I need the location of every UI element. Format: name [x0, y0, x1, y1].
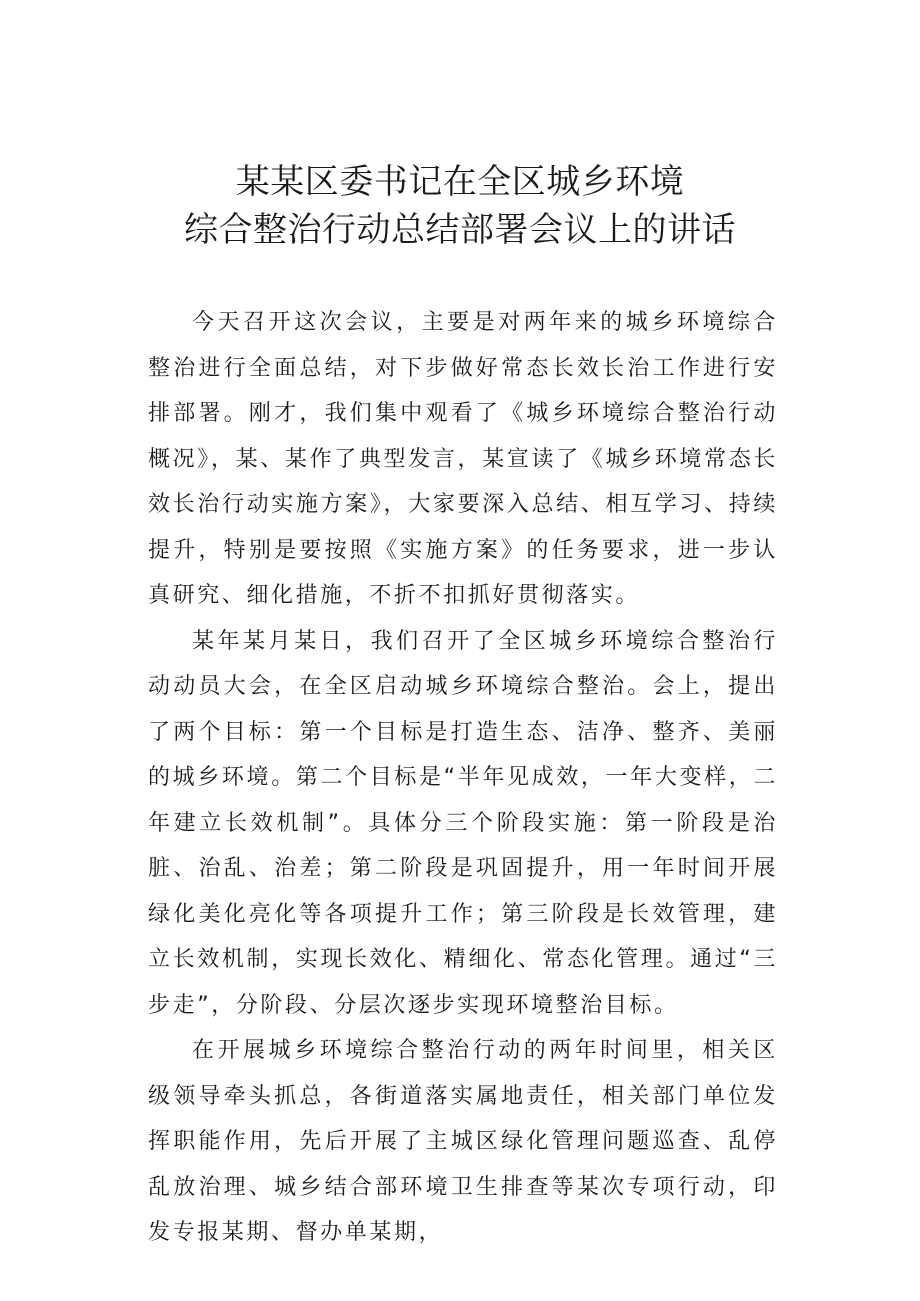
- document-title: [0, 158, 920, 254]
- paragraph-3: 在开展城乡环境综合整治行动的两年时间里，相关区级领导牵头抓总，各街道落实属地责任，相关部门单位发挥职能作用，先后开展了主城区绿化管理问题巡查、乱停乱放治理、城乡结合部环境卫生排查等某次专项行动，印发专报某期、督办单某期，: [148, 1038, 778, 1245]
- document-body: [148, 300, 778, 1256]
- title-line-1: 某某区委书记在全区城乡环境: [235, 162, 685, 202]
- paragraph-1: 今天召开这次会议，主要是对两年来的城乡环境综合整治进行全面总结，对下步做好常态长效长治工作进行安排部署。刚才，我们集中观看了《城乡环境综合整治行动概况》，某、某作了典型发言，某宣读了《城乡环境常态长效长治行动实施方案》，大家要深入总结、相互学习、持续提升，特别是要按照《实施方案》的任务要求，进一步认真研究、细化措施，不折不扣抓好贯彻落实。: [148, 310, 778, 608]
- title-line-2: 综合整治行动总结部署会议上的讲话: [184, 210, 736, 250]
- paragraph-2: 某年某月某日，我们召开了全区城乡环境综合整治行动动员大会，在全区启动城乡环境综合整治。会上，提出了两个目标：第一个目标是打造生态、洁净、整齐、美丽的城乡环境。第二个目标是“半年见成效，一年大变样，二年建立长效机制”。具体分三个阶段实施：第一阶段是治脏、治乱、治差；第二阶段是巩固提升，用一年时间开展绿化美化亮化等各项提升工作；第三阶段是长效管理，建立长效机制，实现长效化、精细化、常态化管理。通过“三步走”，分阶段、分层次逐步实现环境整治目标。: [148, 628, 778, 1018]
